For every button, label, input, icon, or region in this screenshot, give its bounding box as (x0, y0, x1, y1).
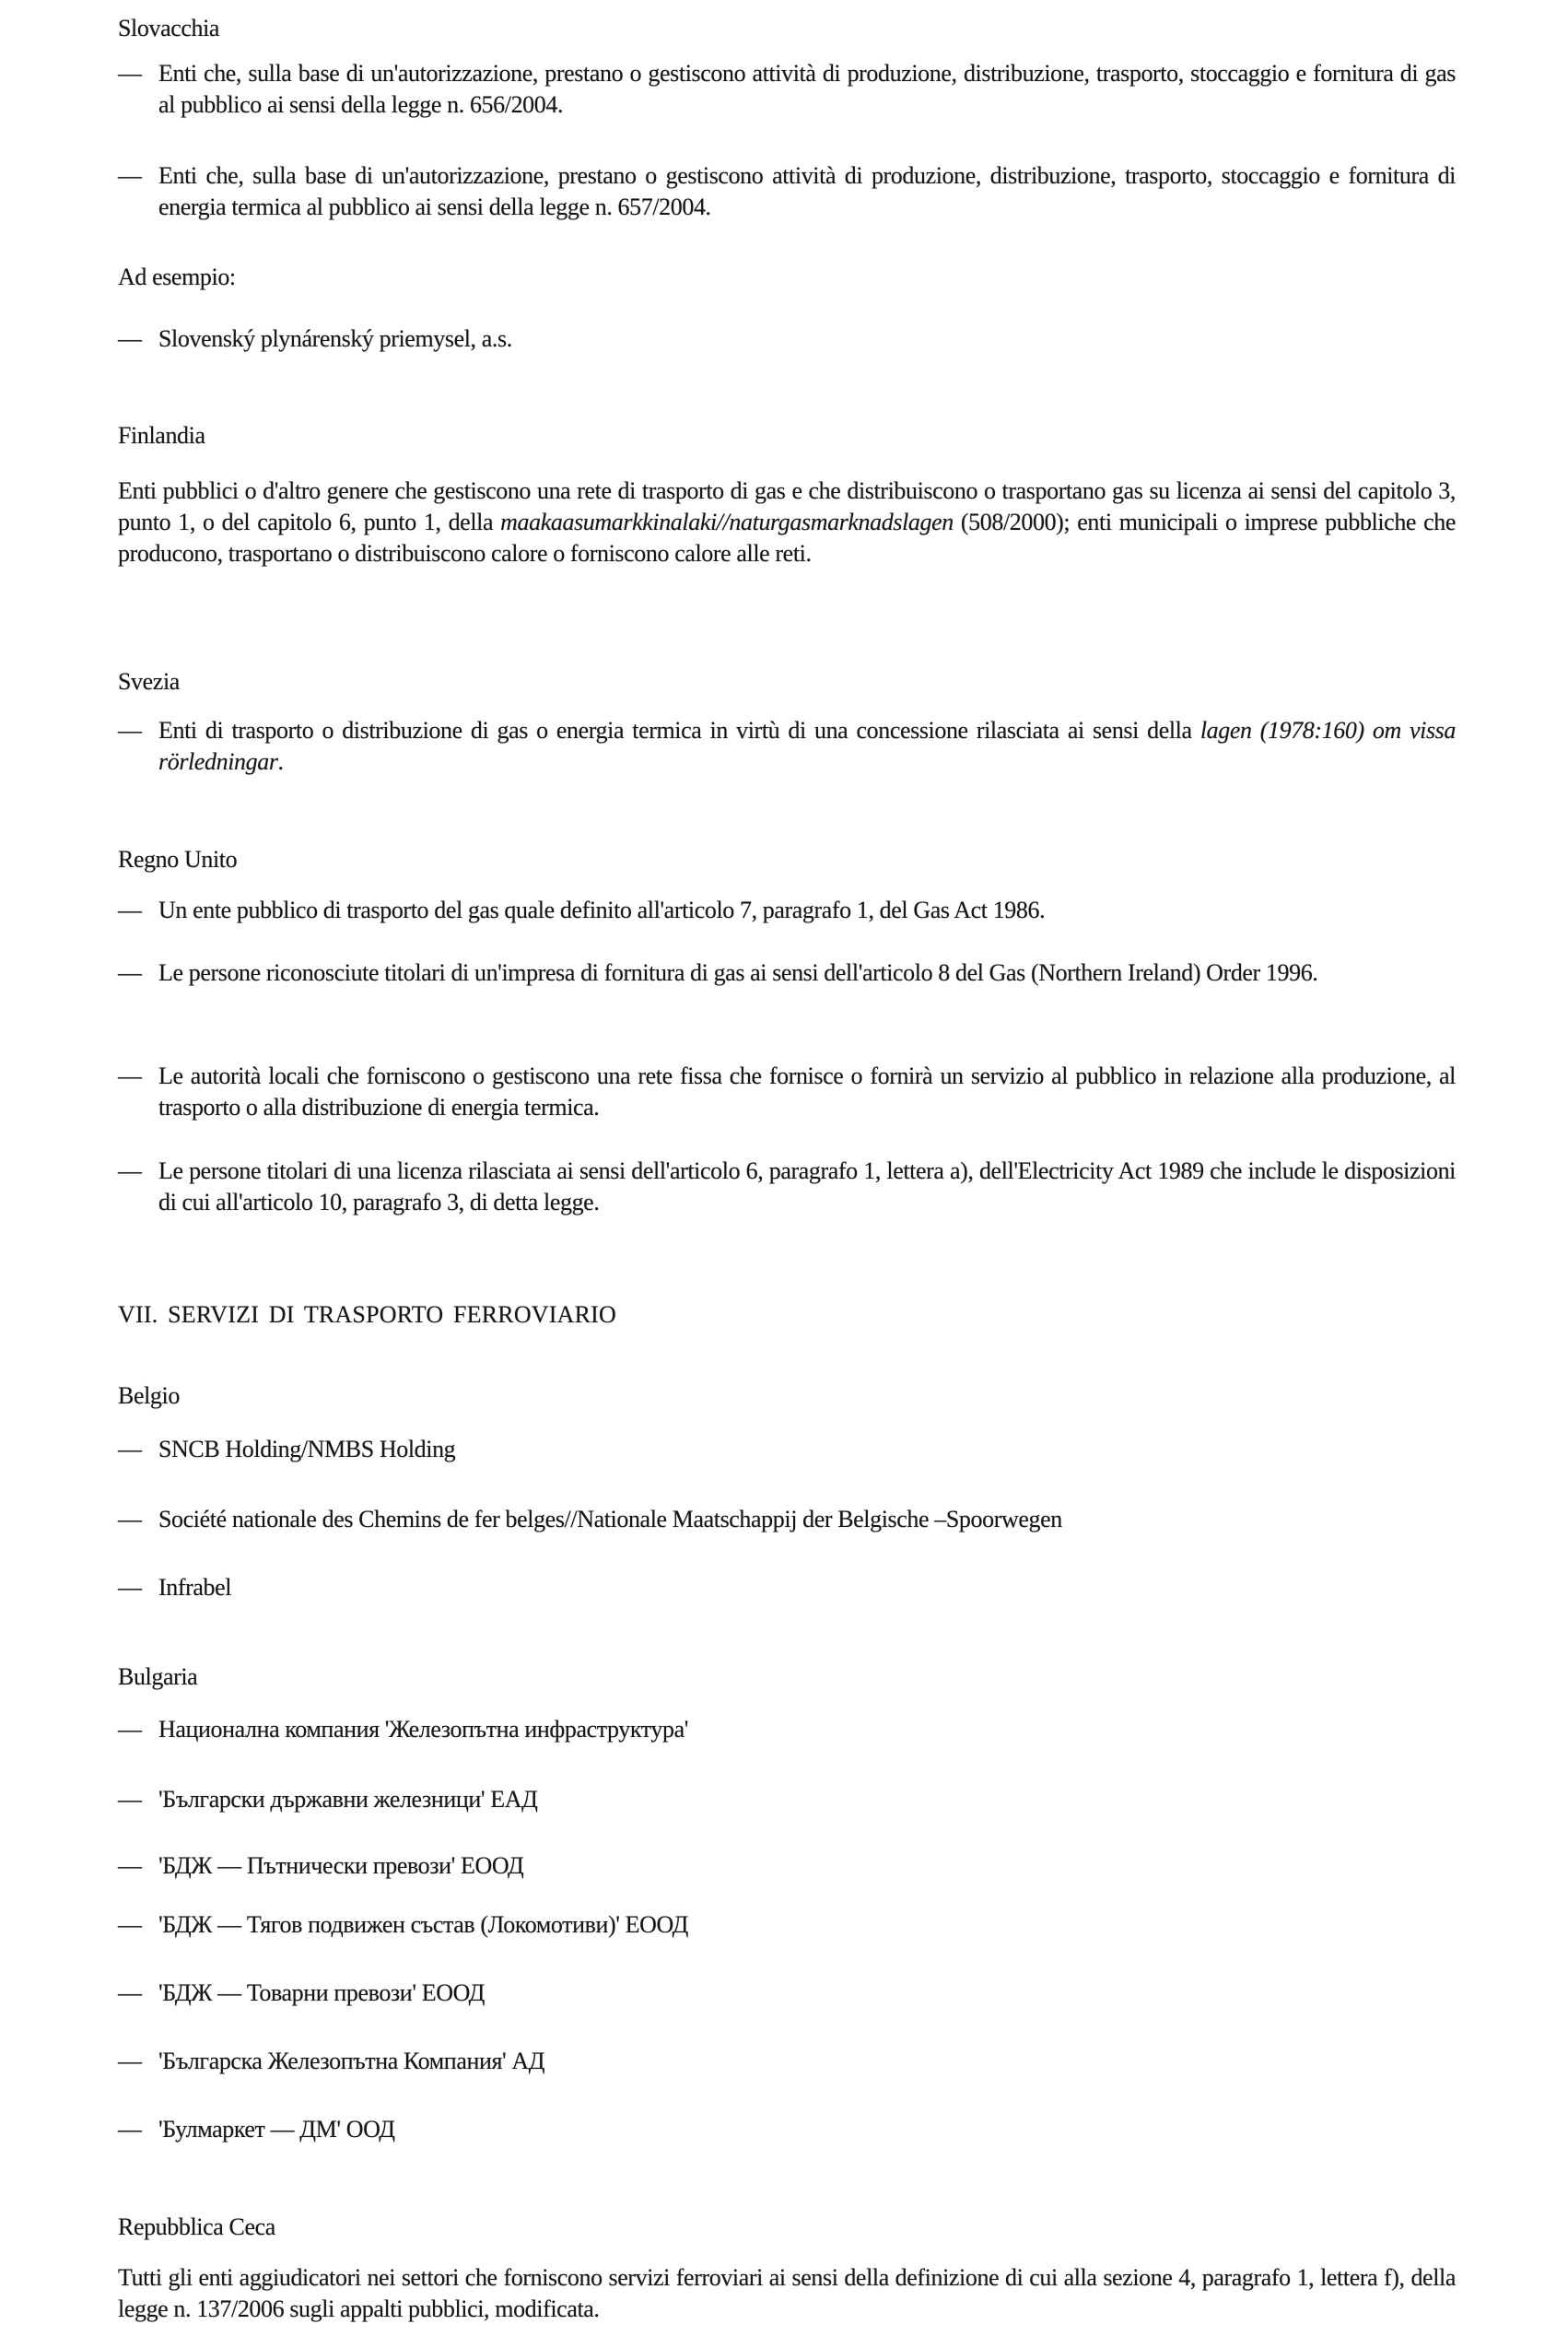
bullet-dash: — (118, 1852, 142, 1879)
bullet-text: 'БДЖ — Товарни превози' ЕООД (158, 1979, 485, 2006)
bullet-text: 'Българска Железопътна Компания' АД (158, 2048, 545, 2074)
country-header: Slovacchia (118, 15, 220, 41)
country-header: Belgio (118, 1382, 180, 1409)
bullet-text: Le persone riconosciute titolari di un'impresa di fornitura di gas ai sensi dell'articolo 8 del Gas (Northern Ireland) Order 1996. (158, 959, 1318, 986)
list-item (118, 957, 1456, 989)
bullet-text: Enti che, sulla base di un'autorizzazione, prestano o gestiscono attività di produzione, distribuzione, trasporto, stoccaggio e fornitura di gas al pubblico ai sensi della legge n. 656/2004. (158, 60, 1456, 118)
bullet-dash: — (118, 717, 142, 744)
list-item (118, 2046, 1456, 2077)
list-item (118, 1504, 1456, 1535)
bullet-dash: — (118, 1436, 142, 1462)
list-item (118, 1572, 1456, 1603)
bullet-text: 'БДЖ — Пътнически превози' ЕООД (158, 1852, 524, 1879)
bullet-dash: — (118, 1716, 142, 1743)
paragraph: Tutti gli enti aggiudicatori nei settori che forniscono servizi ferroviari ai sensi della definizione di cui alla sezione 4, paragrafo 1, lettera f), della legge n. 137/2006 sugli appalti pubblici, modificata. (118, 2264, 1456, 2322)
bullet-text: Le autorità locali che forniscono o gestiscono una rete fissa che fornisce o fornirà un servizio al pubblico in relazione alla produzione, al trasporto o alla distribuzione di energia termica. (158, 1062, 1456, 1121)
bullet-text: Société nationale des Chemins de fer belges//Nationale Maatschappij der Belgische –Spoorwegen (158, 1506, 1062, 1532)
country-header: Bulgaria (118, 1663, 198, 1690)
bullet-text: Enti di trasporto o distribuzione di gas o energia termica in virtù di una concessione rilasciata ai sensi della lagen (1978:160) om vissa rörledningar. (158, 717, 1456, 775)
bullet-text: Slovenský plynárenský priemysel, a.s. (158, 325, 512, 352)
list-item (118, 1434, 1456, 1465)
list-item (118, 1061, 1456, 1123)
list-item (118, 160, 1456, 223)
country-header: Svezia (118, 668, 180, 695)
bullet-dash: — (118, 1786, 142, 1813)
bullet-text: Un ente pubblico di trasporto del gas quale definito all'articolo 7, paragrafo 1, del Gas Act 1986. (158, 897, 1046, 923)
bullet-dash: — (118, 897, 142, 923)
bullet-dash: — (118, 2048, 142, 2074)
country-header: Repubblica Ceca (118, 2213, 275, 2240)
list-item (118, 1784, 1456, 1815)
bullet-dash: — (118, 1911, 142, 1938)
list-item (118, 1978, 1456, 2009)
paragraph: Enti pubblici o d'altro genere che gestiscono una rete di trasporto di gas e che distribuiscono o trasportano gas su licenza ai sensi del capitolo 3, punto 1, o del capitolo 6, punto 1, della maakaasumarkkinalaki//naturgasmarknadslagen (508/2000); enti municipali o imprese pubbliche che producono, trasportano o distribuiscono calore o forniscono calore alle reti. (118, 477, 1456, 567)
bullet-dash: — (118, 2116, 142, 2143)
bullet-dash: — (118, 162, 142, 189)
list-item (118, 58, 1456, 121)
bullet-dash: — (118, 1979, 142, 2006)
list-item (118, 1714, 1456, 1745)
bullet-text: Le persone titolari di una licenza rilasciata ai sensi dell'articolo 6, paragrafo 1, lettera a), dell'Electricity Act 1989 che include le disposizioni di cui all'articolo 10, paragrafo 3, di detta legge. (158, 1157, 1456, 1215)
sub-header: Ad esempio: (118, 264, 236, 290)
country-header: Finlandia (118, 422, 205, 449)
list-item (118, 1909, 1456, 1941)
list-item (118, 1156, 1456, 1218)
bullet-dash: — (118, 1574, 142, 1601)
section-heading: VII. SERVIZI DI TRASPORTO FERROVIARIO (118, 1301, 616, 1328)
bullet-text: Infrabel (158, 1574, 232, 1601)
list-item (118, 2114, 1456, 2145)
list-item (118, 715, 1456, 778)
country-header: Regno Unito (118, 846, 238, 873)
bullet-dash: — (118, 959, 142, 986)
bullet-dash: — (118, 60, 142, 87)
list-item (118, 323, 1456, 355)
list-item (118, 1850, 1456, 1882)
bullet-text: Enti che, sulla base di un'autorizzazione, prestano o gestiscono attività di produzione, distribuzione, trasporto, stoccaggio e fornitura di energia termica al pubblico ai sensi della legge n. 657/2004. (158, 162, 1456, 220)
bullet-dash: — (118, 1157, 142, 1184)
bullet-text: 'Булмаркет — ДМ' ООД (158, 2116, 395, 2143)
bullet-text: Национална компания 'Железопътна инфраструктура' (158, 1716, 689, 1743)
bullet-dash: — (118, 1062, 142, 1089)
bullet-dash: — (118, 325, 142, 352)
bullet-dash: — (118, 1506, 142, 1532)
bullet-text: SNCB Holding/NMBS Holding (158, 1436, 456, 1462)
bullet-text: 'Български държавни железници' ЕАД (158, 1786, 538, 1813)
bullet-text: 'БДЖ — Тягов подвижен състав (Локомотиви)' ЕООД (158, 1911, 688, 1938)
list-item (118, 895, 1456, 926)
